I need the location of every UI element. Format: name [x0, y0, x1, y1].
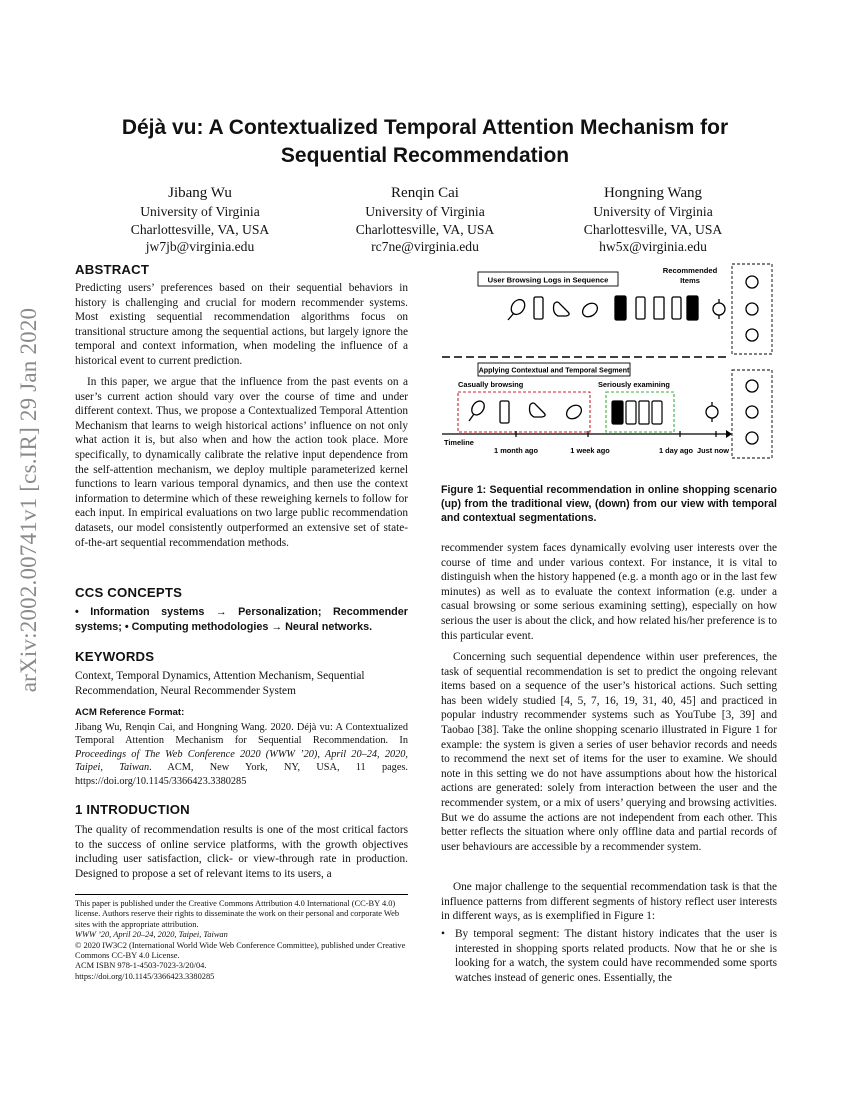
acm-ref-text: [75, 721, 408, 788]
right-p2: Concerning such sequential dependence within user preferences, the task of sequential recommendation is set to predict the ongoing relevant items based on a sequence of the user’s historical actions. Such setting has been widely studied [4, 5, 7, 16, 19, 31, 40, 45] and practiced in popular industry recommender systems such as YouTube [3, 39] and Taobao [38]. Take the online shopping scenario illustrated in Figure 1 for example: the system is given a series of user behavior records and needs to recommend the next set of items for the user to examine. We should note in this setting we do not have assumptions about how the historical actions are generated: solely from interaction between the user and the recommender system, or a mix of users’ querying and browsing activities. But we do assume the actions are not independent from each other. This better reflects the situation where only offline data and partial records of user behaviours are accessible by a recommender system.: [441, 651, 777, 853]
abstract-heading: ABSTRACT: [75, 262, 150, 277]
ccs-heading: CCS CONCEPTS: [75, 585, 183, 600]
tick-label-day: 1 day ago: [658, 446, 694, 455]
abstract-p1: Predicting users’ preferences based on their sequential behaviors in history is challenging and crucial for modern recommender systems. Most existing sequential recommendation algorithms focus on transitional structure among the sequential actions, but largely ignore the temporal and context information, when modeling the influence of a historical event to current prediction.: [75, 282, 408, 367]
acm-ref-authors: Jibang Wu, Renqin Cai, and Hongning Wang. 2020. Déjà vu: A Contextualized Temporal Attention Mechanism for Sequential Recommendation. In: [75, 722, 408, 747]
watch-icon: [746, 406, 758, 418]
phone-icon-4: [654, 297, 664, 319]
author-location: Charlottesville, VA, USA: [355, 221, 495, 237]
recommended-box-bottom: [732, 370, 772, 458]
author-email: hw5x@virginia.edu: [599, 239, 707, 254]
applying-label: Applying Contextual and Temporal Segment: [478, 365, 630, 375]
casual-icons: [469, 399, 584, 423]
footnote: [75, 894, 408, 982]
phone-icon: [639, 401, 649, 424]
intro-p1: The quality of recommendation results is one of the most critical factors to the success of online service platforms, with the growth objectives including user satisfaction, click- or view-through rate in production. Designed to propose a set of relevant items to its users, a: [75, 824, 408, 880]
bullet-text: By temporal segment: The distant history indicates that the user is interested in shopping sports related products. Now that he or she is looking for a watch, the system could have recommended some sports watches instead of generic ones. Essentially, the: [455, 928, 777, 984]
current-watch-icon: [706, 402, 718, 422]
phone-icon: [612, 401, 623, 424]
watch-band-icon: [564, 402, 584, 421]
racket-icon: [508, 297, 528, 320]
casual-segment-box: [458, 392, 590, 432]
right-p3: One major challenge to the sequential recommendation task is that the influence patterns from different segments of history reflect user interests in different ways, as is exemplified in Figure 1:: [441, 881, 777, 923]
author-name: Hongning Wang: [603, 185, 703, 201]
footnote-doi: https://doi.org/10.1145/3366423.3380285: [75, 971, 215, 981]
timeline-arrow: [726, 430, 732, 438]
author-affiliation: University of Virginia: [593, 204, 713, 219]
tick-label-month: 1 month ago: [494, 446, 538, 455]
author-3: [553, 184, 753, 256]
recommended-icons-top: [746, 276, 758, 341]
phone-icon-5: [672, 297, 681, 319]
author-name: Jibang Wu: [168, 185, 232, 201]
shoe-icon: [530, 403, 546, 417]
author-location: Charlottesville, VA, USA: [130, 221, 270, 237]
intro-heading: 1 INTRODUCTION: [75, 802, 190, 817]
figure-1: [440, 262, 780, 462]
phone-icon-2: [615, 296, 626, 320]
author-name: Renqin Cai: [391, 185, 459, 201]
keywords-heading: KEYWORDS: [75, 649, 155, 664]
timeline-label: Timeline: [444, 438, 474, 447]
acm-ref-heading: ACM Reference Format:: [75, 707, 185, 718]
recommended-icons-bottom: [746, 380, 758, 444]
author-affiliation: University of Virginia: [140, 204, 260, 219]
tick-label-week: 1 week ago: [570, 446, 610, 455]
phone-icon: [500, 401, 509, 423]
footnote-copyright: © 2020 IW3C2 (International World Wide Web Conference Committee), published under Creative Commons CC-BY 4.0 License.: [75, 940, 406, 961]
keywords-text: Context, Temporal Dynamics, Attention Mechanism, Sequential Recommendation, Neural Recommender System: [75, 670, 365, 697]
bullet-dot: •: [441, 928, 445, 940]
tick-label-now: Just now: [696, 446, 730, 455]
title-line-1: Déjà vu: A Contextualized Temporal Attention Mechanism for: [121, 116, 729, 139]
shoe-icon: [554, 302, 570, 316]
phone-icon: [534, 297, 543, 319]
abstract-p2: In this paper, we argue that the influence from the past events on a user’s current action should vary over the course of time and under different context. Thus, we propose a Contextualized Temporal Attention Mechanism that learns to weigh historical actions’ influence on not only what action it is, but also when and how the action took place. More specifically, to dynamically calibrate the relative input dependence from the self-attention mechanism, we deploy multiple parameterized kernel functions to learn various temporal dynamics, and then use the context information to determine which of these reweighing kernels to follow for each input. In empirical evaluations on two large public recommendation datasets, our model consistently outperformed an extensive set of state-of-the-art sequential recommendation methods.: [75, 376, 408, 549]
serious-label: Seriously examining: [598, 380, 670, 389]
serious-icons: [612, 401, 662, 424]
phone-icon-6: [687, 296, 698, 320]
watch-icon: [746, 432, 758, 444]
casual-label: Casually browsing: [458, 380, 524, 389]
figure-caption: Figure 1: Sequential recommendation in online shopping scenario (up) from the traditional view, (down) from our view with temporal and contextual segmentations.: [441, 484, 777, 524]
author-email: jw7jb@virginia.edu: [145, 239, 255, 254]
author-2: [325, 184, 525, 256]
arxiv-sidebar: [4, 300, 54, 700]
recommended-label: Recommended: [662, 266, 718, 275]
author-email: rc7ne@virginia.edu: [371, 239, 479, 254]
footnote-isbn: ACM ISBN 978-1-4503-7023-3/20/04.: [75, 961, 207, 971]
top-item-icons: [508, 296, 725, 320]
paper-title: [75, 114, 775, 170]
arxiv-id: arXiv:2002.00741v1 [cs.IR] 29 Jan 2020: [16, 307, 41, 693]
acm-ref-venue: Proceedings of The Web Conference 2020 (WWW ’20), April 20–24, 2020, Taipei, Taiwan: [75, 748, 408, 774]
phone-icon-3: [636, 297, 645, 319]
footnote-venue: WWW ’20, April 20–24, 2020, Taipei, Taiwan: [75, 930, 228, 940]
acm-ref-tail: . ACM, New York, NY, USA, 11 pages. https://doi.org/10.1145/3366423.3380285: [75, 762, 408, 787]
watch-band-icon: [580, 300, 600, 319]
author-affiliation: University of Virginia: [365, 204, 485, 219]
title-line-2: Sequential Recommendation: [280, 144, 570, 167]
footnote-license: This paper is published under the Creative Commons Attribution 4.0 International (CC-BY 4.0) license. Authors reserve their rights to disseminate the work on their personal and corporate Web sites with the appropriate attribution.: [75, 899, 400, 929]
phone-icon: [626, 401, 636, 424]
racket-icon: [469, 399, 487, 421]
phone-icon: [652, 401, 662, 424]
watch-icon: [746, 303, 758, 315]
right-p1: recommender system faces dynamically evolving user interests over the course of time and under various context. For instance, it is vital to distinguish when the history happened (e.g. a month ago or in the last few minutes) as well as to evaluate the context information (e.g. under a casual browsing or some serious examining setting), especially on how serious the user is about the click, and how related his/her preference is to this particular event.: [441, 542, 777, 642]
watch-icon: [706, 406, 718, 418]
items-label: Items: [680, 276, 700, 285]
watch-icon: [746, 380, 758, 392]
author-location: Charlottesville, VA, USA: [583, 221, 723, 237]
ccs-text: • Information systems → Personalization; Recommender systems; • Computing methodologies → Neural networks.: [75, 606, 408, 633]
logs-label: User Browsing Logs in Sequence: [487, 275, 609, 285]
watch-icon: [746, 276, 758, 288]
watch-icon: [746, 329, 758, 341]
author-1: [100, 184, 300, 256]
watch-icon: [713, 299, 725, 319]
